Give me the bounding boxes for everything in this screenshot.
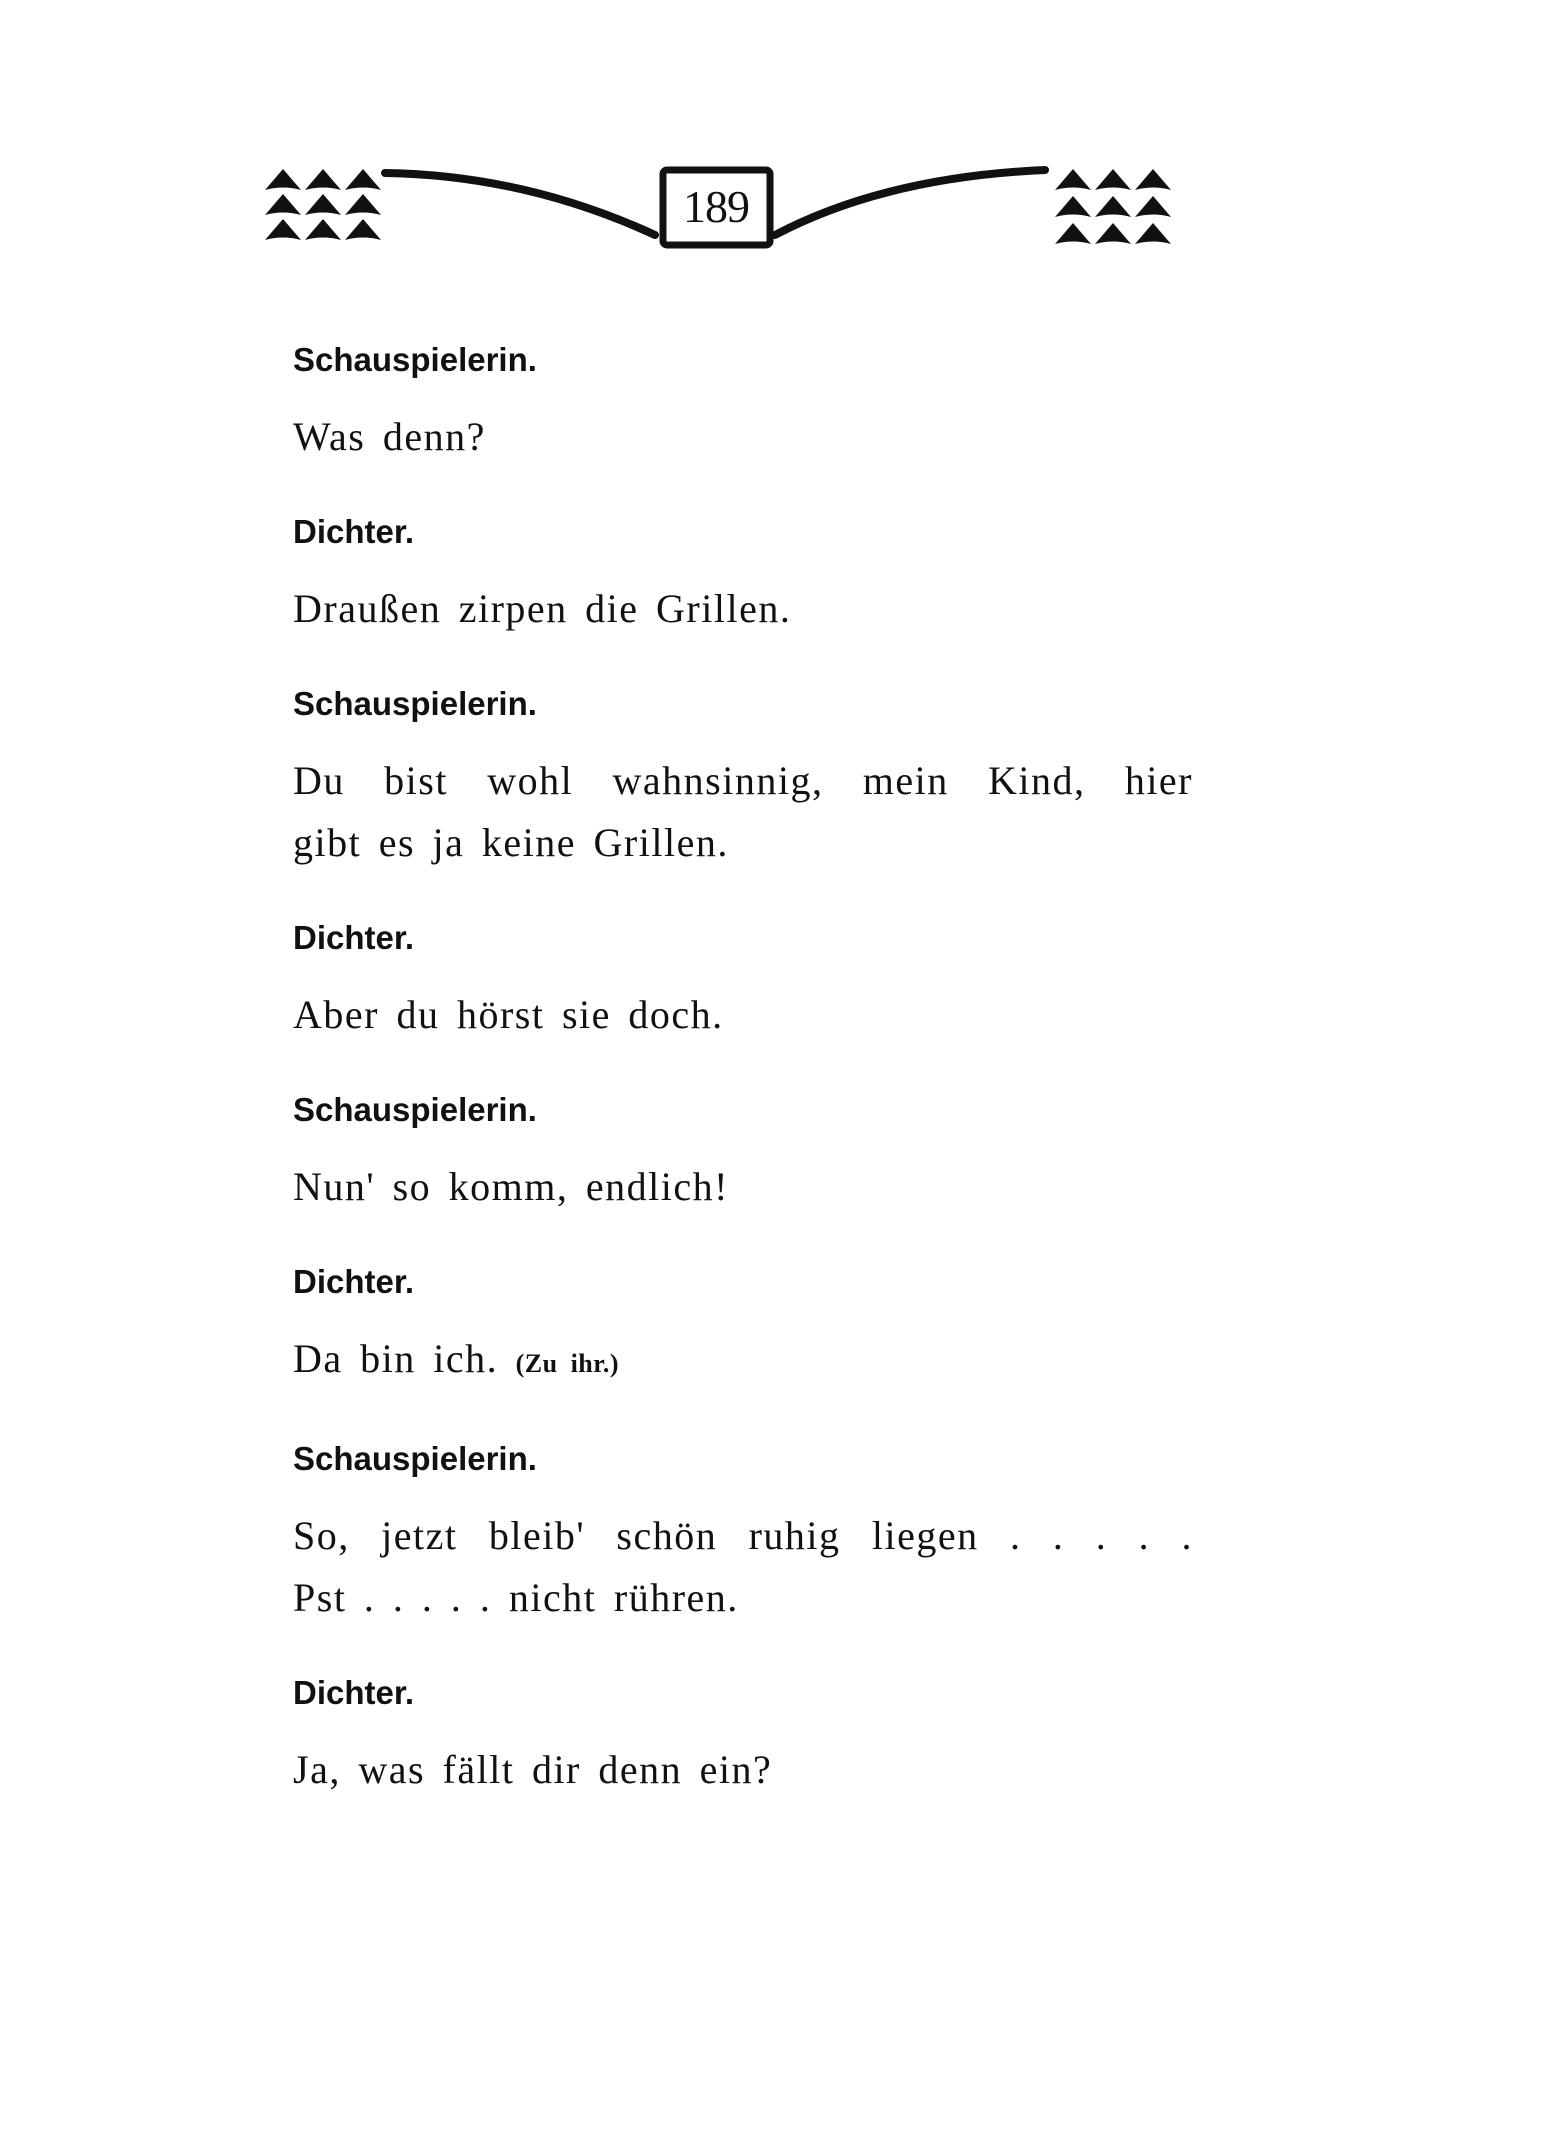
- spade-ornament-icon: [265, 169, 381, 240]
- speaker-name: Schauspielerin.: [293, 1440, 537, 1477]
- dialogue-entry: [293, 684, 1193, 874]
- page-header: [255, 155, 1215, 275]
- spoken-line: Nun' so komm, endlich!: [293, 1164, 729, 1209]
- spoken-line: gibt es ja keine Grillen.: [293, 820, 729, 865]
- page-number: 189: [683, 181, 749, 232]
- dialogue-entry: [293, 1090, 1193, 1218]
- speaker-name: Dichter.: [293, 1674, 415, 1711]
- dialogue-entry: [293, 918, 1193, 1046]
- dialogue-entry: [293, 1439, 1193, 1629]
- dialogue-entry: [293, 1673, 1193, 1801]
- speaker-name: Dichter.: [293, 513, 415, 550]
- spoken-line: Ja, was fällt dir denn ein?: [293, 1747, 773, 1792]
- dialogue-entry: [293, 512, 1193, 640]
- speaker-name: Schauspielerin.: [293, 1091, 537, 1128]
- spoken-line: [293, 1328, 1193, 1395]
- speaker-name: Schauspielerin.: [293, 685, 537, 722]
- spoken-line: So, jetzt bleib' schön ruhig liegen . . . . .: [293, 1513, 1193, 1558]
- stage-direction: (Zu ihr.): [515, 1349, 620, 1378]
- dialogue-entry: [293, 1262, 1193, 1395]
- spoken-line: Aber du hörst sie doch.: [293, 992, 724, 1037]
- spoken-line: Was denn?: [293, 414, 486, 459]
- spoken-text: Da bin ich.: [293, 1336, 499, 1381]
- spoken-line: Draußen zirpen die Grillen.: [293, 586, 792, 631]
- speaker-name: Dichter.: [293, 919, 415, 956]
- dialogue: [293, 340, 1193, 1845]
- spoken-line: Pst . . . . . nicht rühren.: [293, 1575, 739, 1620]
- spade-ornament-icon: [1055, 169, 1171, 244]
- speaker-name: Dichter.: [293, 1263, 415, 1300]
- speaker-name: Schauspielerin.: [293, 341, 537, 378]
- spoken-line: Du bist wohl wahnsinnig, mein Kind, hier: [293, 758, 1193, 803]
- dialogue-entry: [293, 340, 1193, 468]
